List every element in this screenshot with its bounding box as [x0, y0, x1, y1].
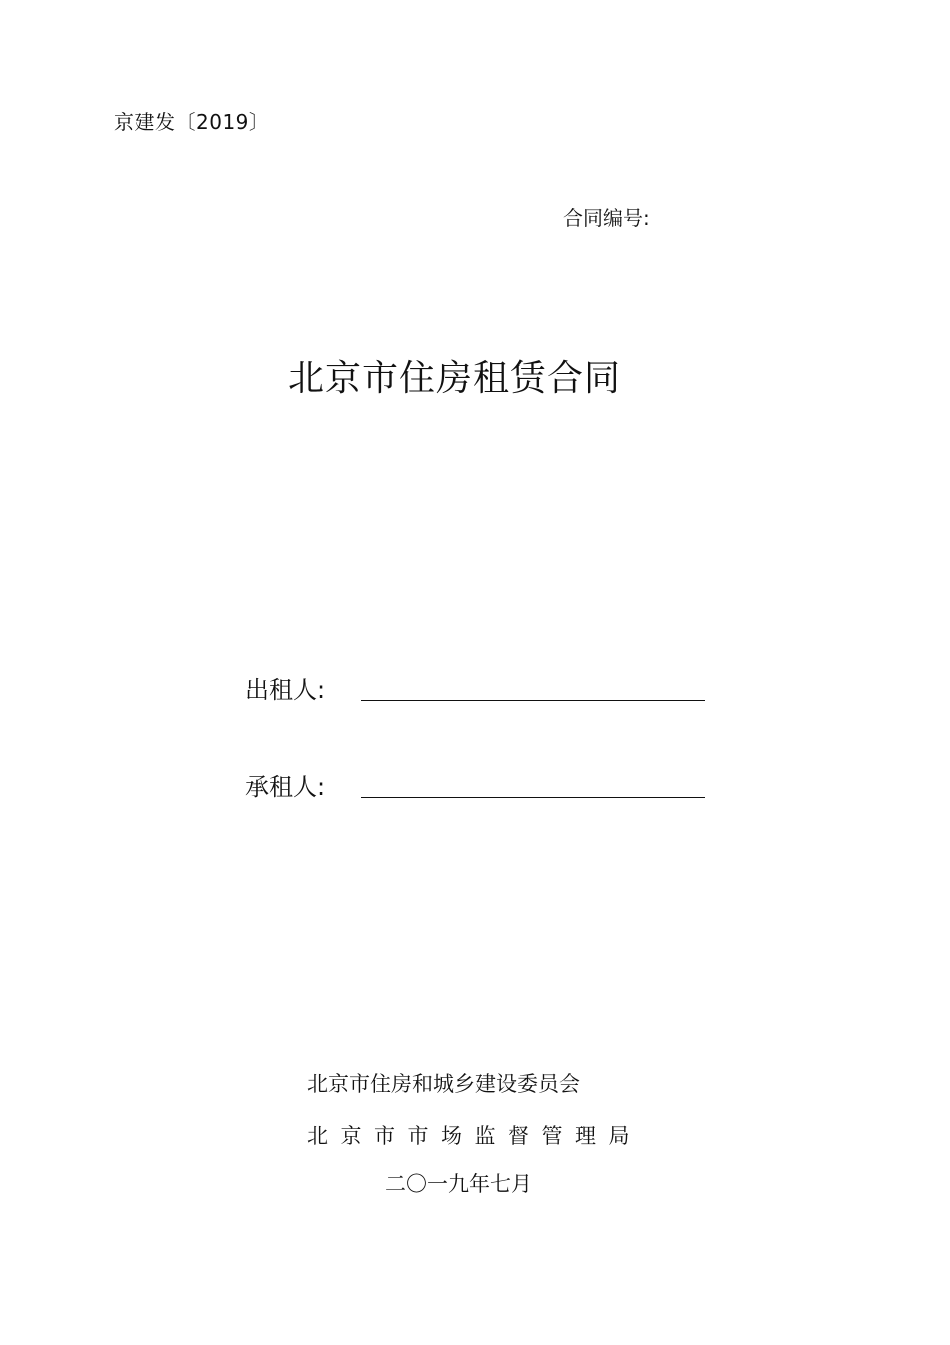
- lessor-label: 出租人:: [245, 676, 326, 704]
- lessor-field[interactable]: [361, 670, 705, 701]
- contract-number-label: 合同编号:: [563, 206, 650, 230]
- lessee-row: [245, 767, 715, 801]
- lessor-row: [245, 670, 715, 704]
- document-number: 京建发〔2019〕: [114, 110, 270, 134]
- lessee-field[interactable]: [361, 767, 705, 798]
- issue-date: 二〇一九年七月: [385, 1172, 532, 1196]
- issuer-housing-commission: 北京市住房和城乡建设委员会: [307, 1072, 580, 1096]
- lessee-label: 承租人:: [245, 773, 326, 801]
- issuer-market-supervision: 北京市市场监督管理局: [307, 1124, 642, 1148]
- page-title: 北京市住房租赁合同: [288, 358, 622, 399]
